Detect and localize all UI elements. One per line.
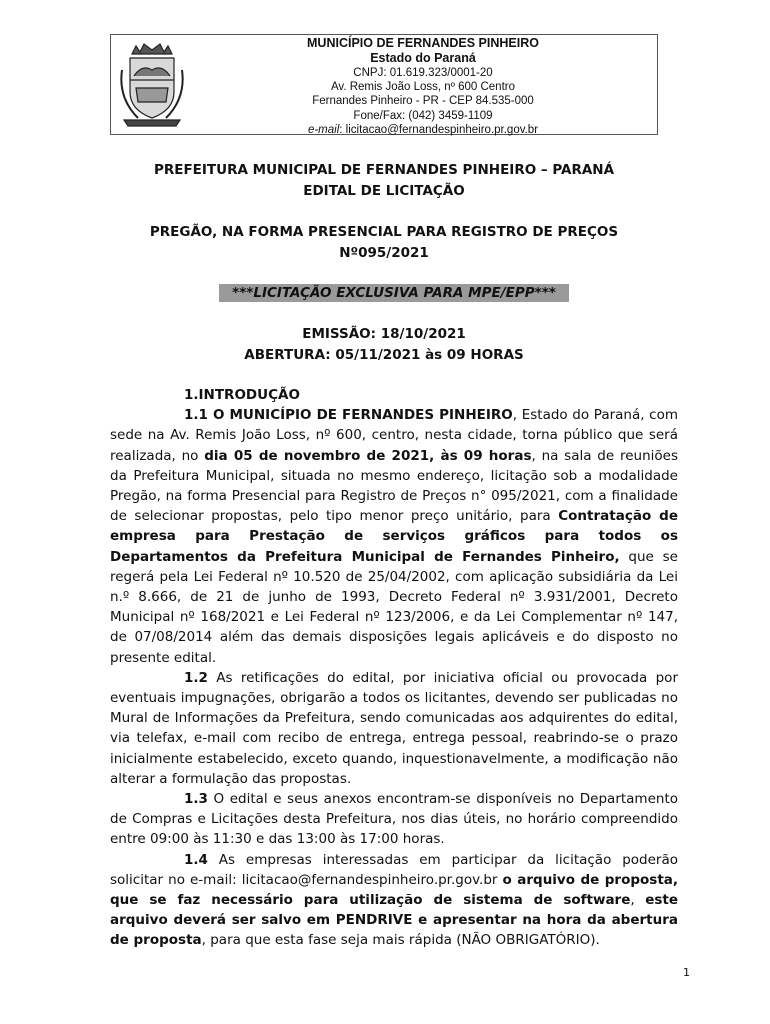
page-number: 1 xyxy=(683,966,690,979)
phone: Fone/Fax: (042) 3459-1109 xyxy=(353,109,493,122)
municipality-name: MUNICÍPIO DE FERNANDES PINHEIRO xyxy=(307,36,539,50)
title-prefeitura: PREFEITURA MUNICIPAL DE FERNANDES PINHEIRO – PARANÁ xyxy=(153,162,615,178)
exclusive-banner xyxy=(219,284,569,302)
p1-date: dia 05 de novembro de 2021, às 09 horas xyxy=(204,447,532,464)
paragraph-1-1 xyxy=(110,405,678,668)
p1-text-e: que se regerá pela Lei Federal nº 10.520 de 25/04/2002, com aplicação subsidiária da Lei n.º 8.666, de 21 de junho de 1993, Decreto Federal nº 3.931/2001, Decreto Municipal nº 168/2021 e Lei Federal nº 123/2006, e da Lei Complementar nº 147, de 07/08/2014 além das demais disposições legais aplicáveis e do disposto no presente edital. xyxy=(110,548,678,666)
document-body xyxy=(110,385,678,951)
p4-text-a: As empresas interessadas em participar da licitação poderão solicitar no e-mail: licitacao@fernandespinheiro.pr.gov.br xyxy=(110,851,678,888)
section-heading: 1.INTRODUÇÃO xyxy=(184,387,300,403)
city-cep: Fernandes Pinheiro - PR - CEP 84.535-000 xyxy=(312,95,534,108)
opening-date: ABERTURA: 05/11/2021 às 09 HORAS xyxy=(244,347,524,363)
title-pregao: PREGÃO, NA FORMA PRESENCIAL PARA REGISTRO DE PREÇOS xyxy=(149,224,619,240)
p4-text-b: o arquivo de proposta, que se faz necessário para utilização de sistema de software xyxy=(110,871,679,909)
address: Av. Remis João Loss, nº 600 Centro xyxy=(330,81,516,94)
p1-lead: 1.1 O MUNICÍPIO DE FERNANDES PINHEIRO xyxy=(184,407,513,424)
p1-text-c: , na sala de reuniões da Prefeitura Municipal, situada no mesmo endereço, licitação sob a modalidade Pregão, na forma Presencial para Registro de Preços n° 095/2021, com a finalidade de selecionar propostas, pelo tipo menor preço unitário, para xyxy=(110,447,678,525)
paragraph-1-3 xyxy=(110,789,678,850)
paragraph-1-4 xyxy=(110,850,678,951)
cnpj: CNPJ: 01.619.323/0001-20 xyxy=(353,67,493,79)
paragraph-1-2 xyxy=(110,668,678,789)
p1-object: Contratação de empresa para Prestação de serviços gráficos para todos os Departamentos da Prefeitura Municipal de Fernandes Pinheiro, xyxy=(110,508,678,565)
p4-text-e: , para que esta fase seja mais rápida (NÃO OBRIGATÓRIO). xyxy=(201,932,600,949)
banner-text: ***LICITAÇÃO EXCLUSIVA PARA MPE/EPP*** xyxy=(232,285,556,301)
email-line xyxy=(190,123,656,137)
p1-text-a: , Estado do Paraná, com sede na Av. Remis João Loss, nº 600, centro, nesta cidade, torna público que será realizada, no xyxy=(110,407,679,464)
p2-num: 1.2 xyxy=(184,669,208,686)
state-name: Estado do Paraná xyxy=(370,51,476,65)
p3-num: 1.3 xyxy=(184,791,208,808)
p4-text-d: este arquivo deverá ser salvo em PENDRIVE e apresentar na hora da abertura de proposta xyxy=(110,892,678,949)
p4-num: 1.4 xyxy=(184,851,208,868)
title-edital: EDITAL DE LICITAÇÃO xyxy=(303,183,465,199)
email-value: : licitacao@fernandespinheiro.pr.gov.br xyxy=(339,123,539,136)
p3-text: O edital e seus anexos encontram-se disponíveis no Departamento de Compras e Licitações desta Prefeitura, nos dias úteis, no horário compreendido entre 09:00 às 11:30 e das 13:00 às 17:00 horas. xyxy=(110,791,678,848)
p2-text: As retificações do edital, por iniciativa oficial ou provocada por eventuais impugnações, obrigarão a todos os licitantes, devendo ser publicadas no Mural de Informações da Prefeitura, sendo comunicadas aos adquirentes do edital, via telefax, e-mail com recibo de entrega, entrega pessoal, reabrindo-se o prazo inicialmente estabelecido, exceto quando, inquestionavelmente, a modificação não alterar a formulação das propostas. xyxy=(110,669,678,787)
p4-text-c: , xyxy=(630,892,646,909)
email-label: e-mail xyxy=(307,123,340,136)
letterhead-text xyxy=(190,36,656,137)
title-number: Nº095/2021 xyxy=(339,245,429,261)
emission-date: EMISSÃO: 18/10/2021 xyxy=(302,326,466,342)
municipal-coat-of-arms xyxy=(118,40,186,130)
